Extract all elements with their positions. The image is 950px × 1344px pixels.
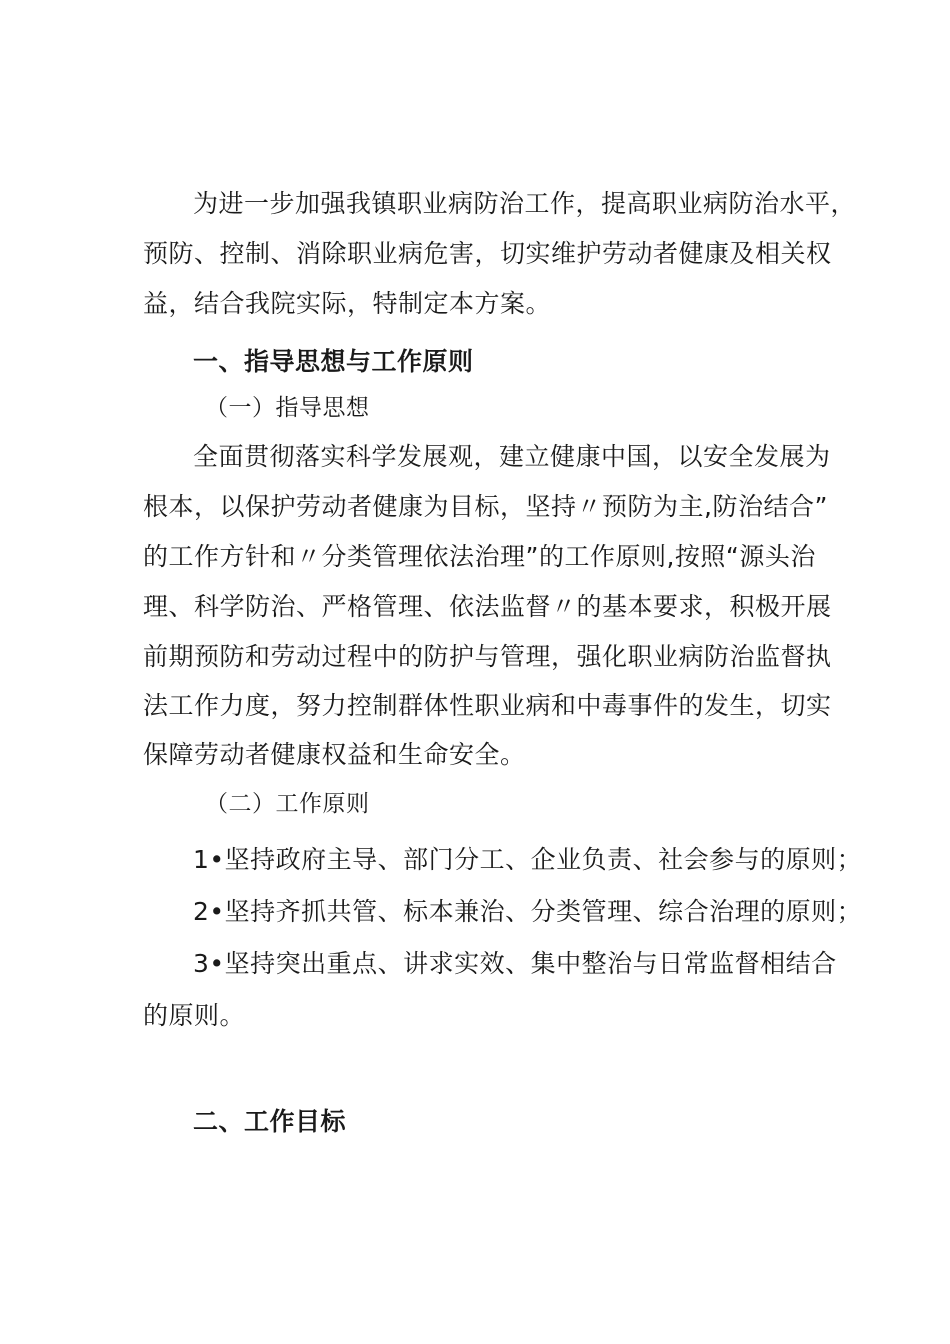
sub1-line-2: 根本，以保护劳动者健康为目标，坚持〃预防为主,防治结合” <box>143 492 828 521</box>
intro-line-1: 为进一步加强我镇职业病防治工作，提高职业病防治水平， <box>193 189 857 218</box>
intro-line-2: 预防、控制、消除职业病危害，切实维护劳动者健康及相关权 <box>143 239 832 268</box>
sub1-line-3: 的工作方针和〃分类管理依法治理”的工作原则,按照“源头治 <box>143 542 816 571</box>
sub1-line-1: 全面贯彻落实科学发展观，建立健康中国，以安全发展为 <box>193 442 831 471</box>
sub1-line-5: 前期预防和劳动过程中的防护与管理，强化职业病防治监督执 <box>143 642 832 671</box>
sub2-title: （二）工作原则 <box>205 791 370 817</box>
sub1-line-6: 法工作力度，努力控制群体性职业病和中毒事件的发生，切实 <box>143 691 832 720</box>
intro-line-3: 益，结合我院实际，特制定本方案。 <box>143 289 552 318</box>
principle-item-3: 3•坚持突出重点、讲求实效、集中整治与日常监督相结合 <box>193 949 837 978</box>
principle-item-1: 1•坚持政府主导、部门分工、企业负责、社会参与的原则； <box>193 845 863 874</box>
section2-heading: 二、工作目标 <box>193 1107 347 1136</box>
sub1-line-7: 保障劳动者健康权益和生命安全。 <box>143 740 526 769</box>
sub1-title: （一）指导思想 <box>205 395 370 421</box>
principle-item-3-continuation: 的原则。 <box>143 1001 246 1030</box>
section1-heading: 一、指导思想与工作原则 <box>193 347 474 376</box>
sub1-line-4: 理、科学防治、严格管理、依法监督〃的基本要求，积极开展 <box>143 592 832 621</box>
principle-item-2: 2•坚持齐抓共管、标本兼治、分类管理、综合治理的原则； <box>193 897 863 926</box>
